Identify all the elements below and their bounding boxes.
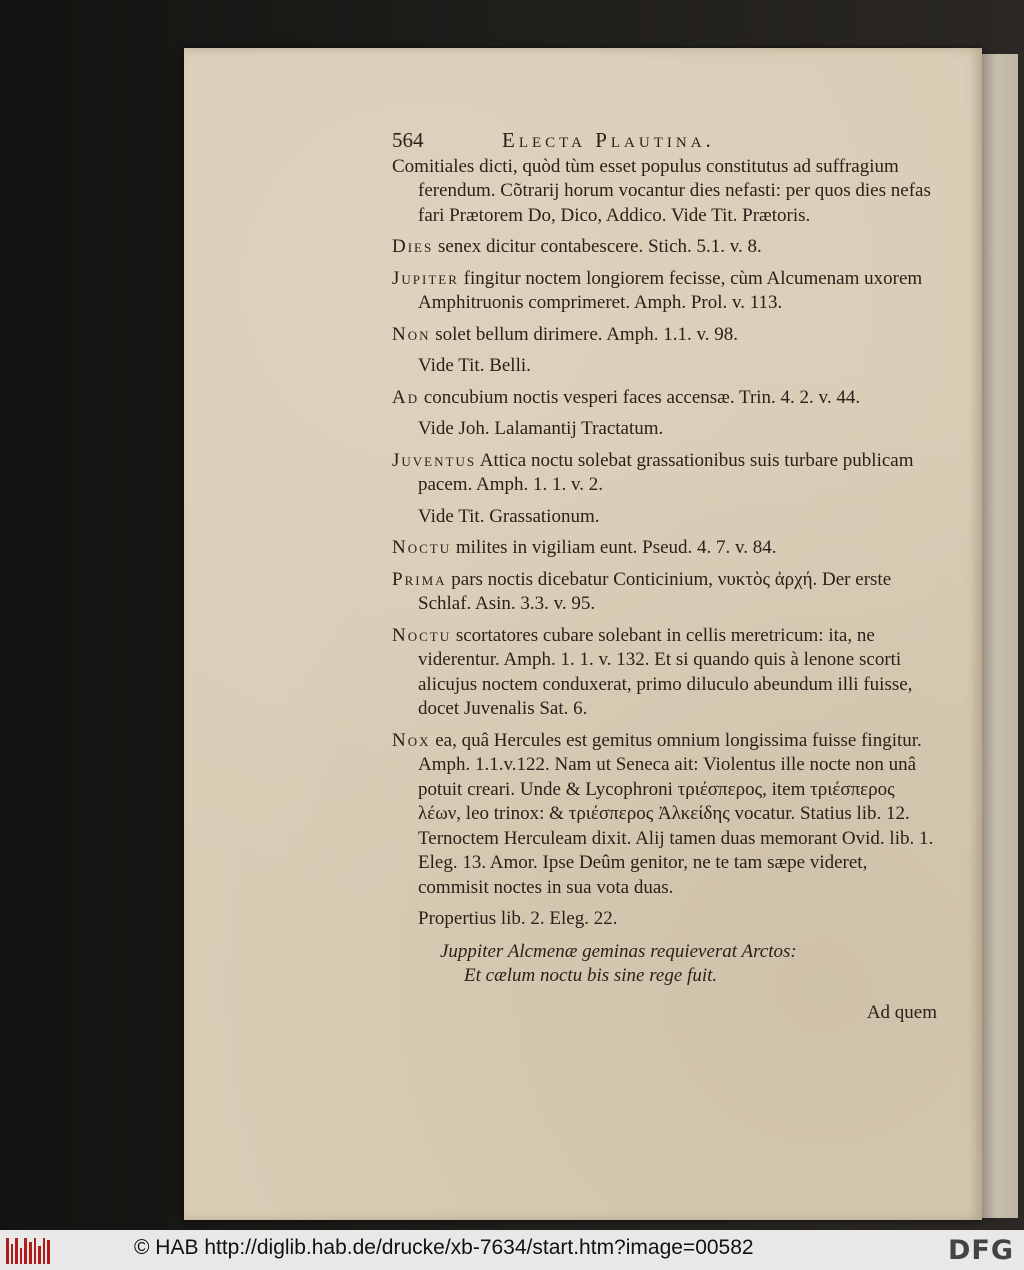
entry-body: Attica noctu solebat grassationibus suis turbare publicam pacem. Amph. 1. 1. v. 2. [418, 449, 914, 495]
entry-lead: Jupiter [392, 267, 459, 289]
entry-lead: Ad [392, 386, 420, 408]
entry-body: senex dicitur contabescere. Stich. 5.1. v. 8. [437, 236, 762, 257]
entry-jupiter [392, 267, 937, 316]
entry-comitiales: Comitiales dicti, quòd tùm esset populus constitutus ad suffragium ferendum. Cõtrarij horum vocantur dies nefasti: per quos dies nefas fari Prætorem Do, Dico, Addico. Vide Tit. Prætoris. [392, 155, 931, 226]
dfg-logo: DFG [947, 1235, 1014, 1266]
entry-dies [392, 235, 937, 260]
entry-ad [392, 386, 937, 411]
viewer-footer [0, 1230, 1024, 1270]
cross-reference: Propertius lib. 2. Eleg. 22. [418, 908, 618, 929]
entry-lead: Noctu [392, 537, 452, 558]
next-page-edge [982, 54, 1018, 1218]
entry-body: ea, quâ Hercules est gemitus omnium longissima fuisse fingitur. Amph. 1.1.v.122. Nam ut Seneca ait: Violentus ille nocte non unâ potuit creari. Unde & Lycophroni τριέσπερος, item τριέσπερος λέων, leo trinox: & τριέσπερος Ἀλκείδης vocatur. Statius lib. 12. Ternoctem Herculeam dixit. Alij tamen duas memorant Ovid. lib. 1. Eleg. 13. Amor. Ipse Deûm genitor, ne te tam sæpe videret, commisit noctes in sua vota duas. [418, 729, 934, 898]
entry-lead: Nox [392, 729, 431, 751]
entry-body: solet bellum dirimere. Amph. 1.1. v. 98. [435, 323, 738, 345]
entry-lead: Non [392, 323, 431, 345]
entry-lead: Dies [392, 236, 434, 257]
verse-line: Et cælum noctu bis sine rege fuit. [464, 965, 718, 986]
entry-lead: Prima [392, 568, 447, 590]
hab-logo-icon [6, 1238, 50, 1264]
entry-non [392, 323, 937, 348]
entry-juventus [392, 449, 937, 498]
entry-lead: Juventus [392, 449, 477, 471]
entry-noctu-scortatores [392, 624, 937, 722]
entry-body: pars noctis dicebatur Conticinium, νυκτὸς ἀρχή. Der erste Schlaf. Asin. 3.3. v. 95. [418, 568, 892, 614]
entry-body: milites in vigiliam eunt. Pseud. 4. 7. v. 84. [455, 537, 777, 558]
source-credit-link[interactable]: © HAB http://diglib.hab.de/drucke/xb-7634/start.htm?image=00582 [134, 1236, 754, 1259]
entry-body: scortatores cubare solebant in cellis meretricum: ita, ne viderentur. Amph. 1. 1. v. 132. Et si quando quis à lenone scorti alicujus noctem conduxerat, primo diluculo abeundum illi fuisse, docet Juvenalis Sat. 6. [418, 624, 913, 719]
entry-body: concubium noctis vesperi faces accensæ. Trin. 4. 2. v. 44. [423, 386, 861, 408]
running-title: Electa Plautina. [502, 128, 715, 152]
entry-noctu-milites [392, 536, 937, 561]
entry-lead: Noctu [392, 624, 452, 646]
page-text [392, 128, 937, 1025]
entry-nox [392, 729, 937, 901]
page-header [392, 128, 937, 153]
entry-prima [392, 568, 937, 617]
page-number: 564 [392, 128, 424, 152]
cross-reference: Vide Tit. Belli. [418, 355, 531, 376]
cross-reference: Vide Joh. Lalamantij Tractatum. [418, 418, 664, 439]
catchword: Ad quem [866, 1001, 937, 1023]
cross-reference: Vide Tit. Grassationum. [418, 505, 600, 527]
verse-line: Juppiter Alcmenæ geminas requieverat Arctos: [440, 940, 797, 962]
entry-body: fingitur noctem longiorem fecisse, cùm Alcumenam uxorem Amphitruonis comprimeret. Amph. Prol. v. 113. [418, 267, 923, 313]
verse-quotation [392, 940, 937, 989]
